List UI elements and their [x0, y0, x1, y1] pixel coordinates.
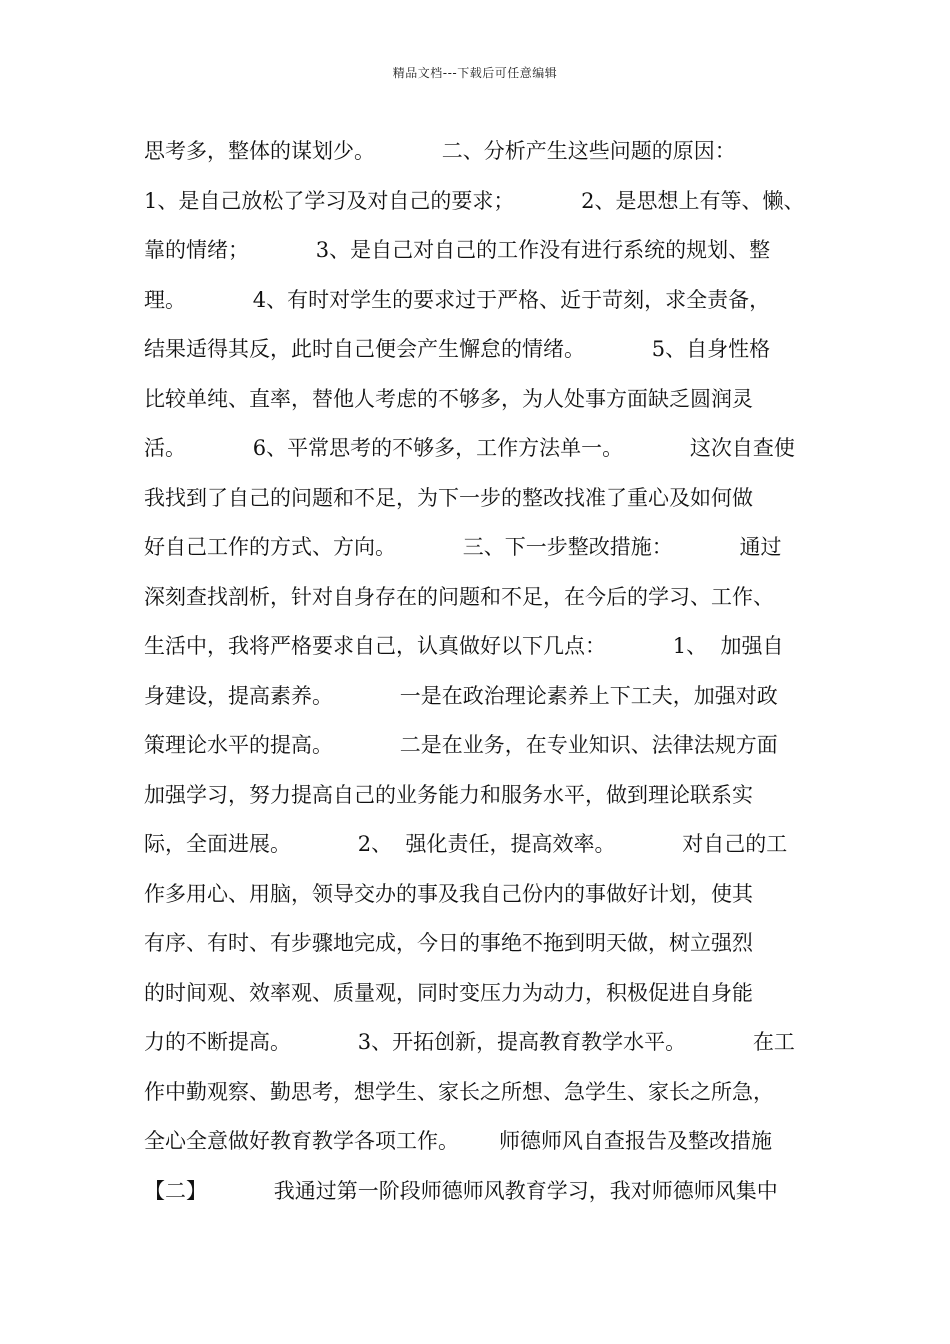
text-line: 策理论水平的提高。 二是在业务，在专业知识、法律法规方面 [144, 733, 778, 757]
page-header: 精品文档---下载后可任意编辑 [392, 66, 558, 80]
text-line: 力的不断提高。 3、开拓创新，提高教育教学水平。 在工 [144, 1030, 795, 1054]
text-line: 好自己工作的方式、方向。 三、下一步整改措施： 通过 [144, 535, 782, 559]
text-line: 靠的情绪； 3、是自己对自己的工作没有进行系统的规划、整 [144, 238, 771, 262]
text-line: 【二】 我通过第一阶段师德师风教育学习，我对师德师风集中 [144, 1178, 778, 1203]
text-line: 作多用心、用脑，领导交办的事及我自己份内的事做好计划，使其 [144, 881, 753, 906]
text-line: 1、是自己放松了学习及对自己的要求； 2、是思想上有等、懒、 [144, 188, 805, 213]
text-line: 我找到了自己的问题和不足，为下一步的整改找准了重心及如何做 [144, 485, 753, 510]
document-body [144, 131, 824, 1220]
text-line: 的时间观、效率观、质量观，同时变压力为动力，积极促进自身能 [144, 980, 753, 1005]
text-line: 深刻查找剖析，针对自身存在的问题和不足，在今后的学习、工作、 [144, 584, 774, 609]
text-line: 身建设，提高素养。 一是在政治理论素养上下工夫，加强对政 [144, 683, 778, 708]
text-line: 活。 6、平常思考的不够多，工作方法单一。 这次自查使 [144, 436, 795, 460]
text-line: 比较单纯、直率，替他人考虑的不够多，为人处事方面缺乏圆润灵 [144, 386, 753, 411]
text-line: 理。 4、有时对学生的要求过于严格、近于苛刻，求全责备， [144, 287, 771, 312]
text-line: 加强学习，努力提高自己的业务能力和服务水平，做到理论联系实 [144, 782, 753, 807]
text-line: 际，全面进展。 2、 强化责任，提高效率。 对自己的工 [144, 832, 788, 856]
text-line: 生活中，我将严格要求自己，认真做好以下几点： 1、 加强自 [144, 634, 784, 658]
text-line: 全心全意做好教育教学各项工作。 师德师风自查报告及整改措施 [144, 1129, 773, 1153]
text-line: 思考多，整体的谋划少。 二、分析产生这些问题的原因： [144, 139, 736, 163]
text-line: 作中勤观察、勤思考，想学生、家长之所想、急学生、家长之所急， [144, 1079, 774, 1104]
text-line: 结果适得其反，此时自己便会产生懈怠的情绪。 5、自身性格 [144, 337, 771, 361]
text-line: 有序、有时、有步骤地完成，今日的事绝不拖到明天做，树立强烈 [144, 931, 753, 955]
